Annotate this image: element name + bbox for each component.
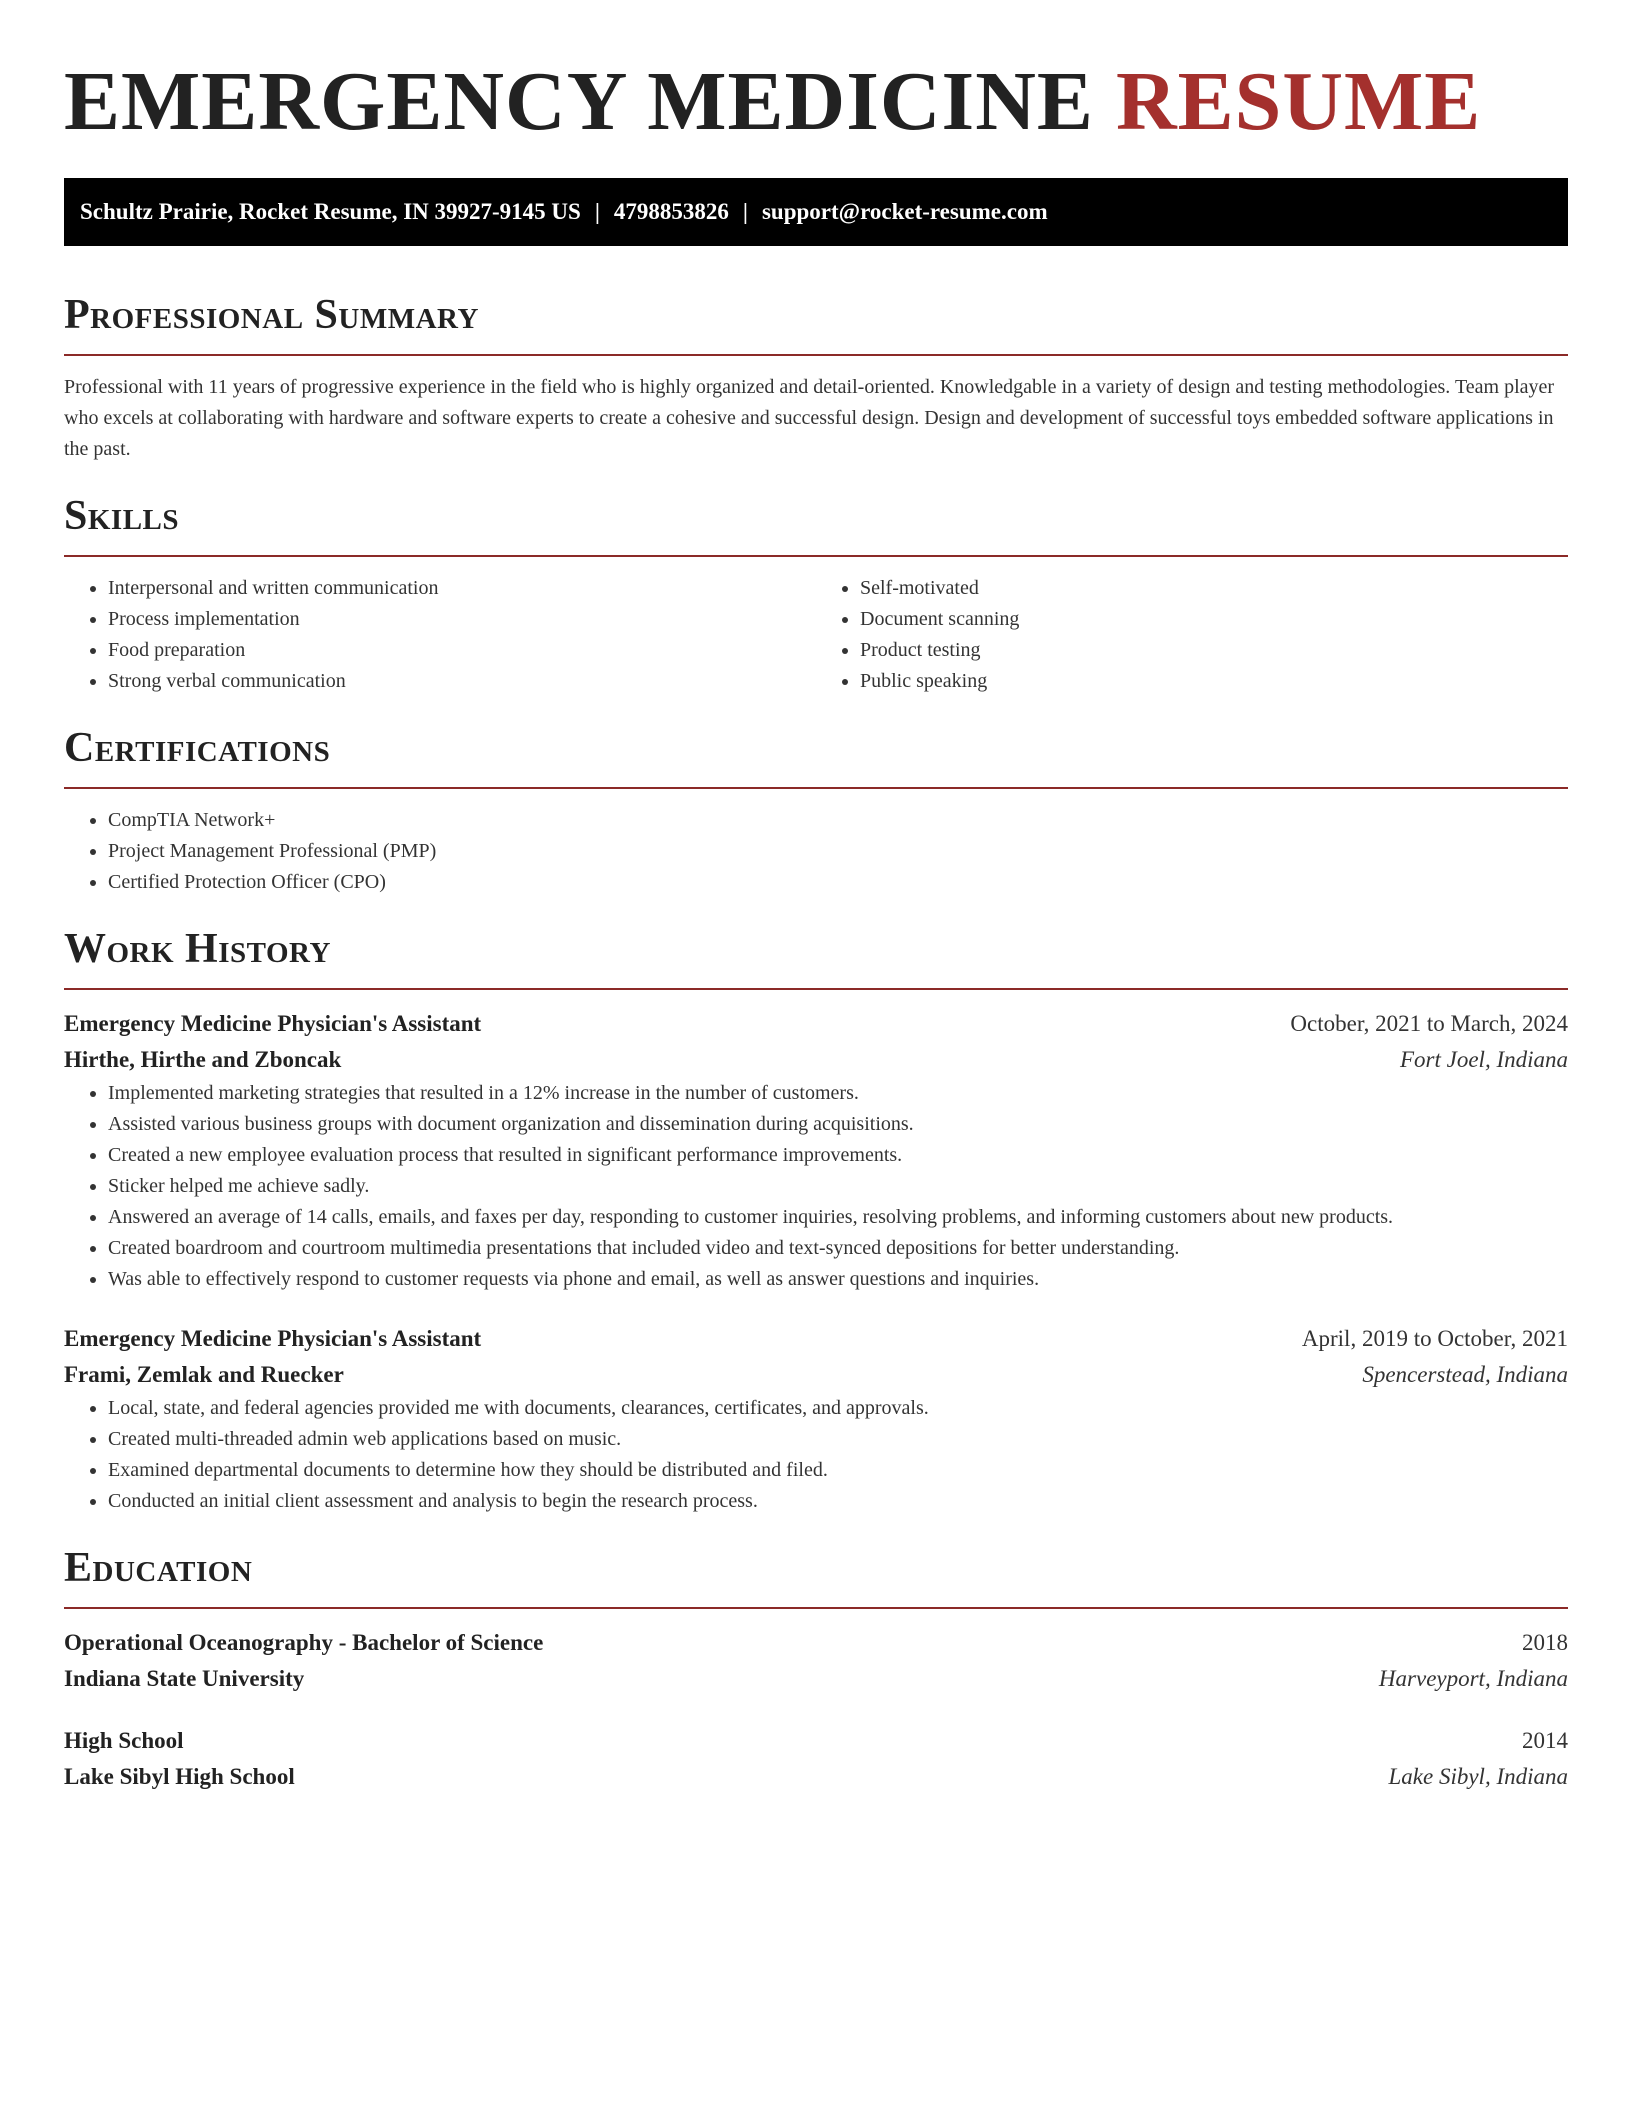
skills-section bbox=[64, 491, 1568, 697]
job-bullet: • Created boardroom and courtroom multimedia presentations that included video and text-synced depositions for better understanding. bbox=[108, 1233, 1568, 1264]
section-heading: Professional Summary bbox=[64, 292, 479, 338]
skill-item: • Document scanning bbox=[860, 604, 1568, 635]
contact-separator: | bbox=[594, 199, 600, 224]
education-degree: Operational Oceanography - Bachelor of Science bbox=[64, 1630, 544, 1655]
job-bullet: • Was able to effectively respond to customer requests via phone and email, as well as answer questions and inquiries. bbox=[108, 1264, 1568, 1295]
contact-separator: | bbox=[742, 199, 748, 224]
job-bullet: • Created multi-threaded admin web applications based on music. bbox=[108, 1424, 1568, 1455]
job-bullet: • Local, state, and federal agencies provided me with documents, clearances, certificates, and approvals. bbox=[108, 1393, 1568, 1424]
certification-item: • Project Management Professional (PMP) bbox=[108, 836, 1568, 867]
education-location: Lake Sibyl, Indiana bbox=[1388, 1764, 1568, 1789]
section-divider bbox=[64, 1607, 1568, 1609]
job-location: Spencerstead, Indiana bbox=[1362, 1362, 1568, 1387]
education-entry bbox=[64, 1723, 1568, 1795]
job-entry bbox=[64, 1321, 1568, 1517]
job-company: Hirthe, Hirthe and Zboncak bbox=[64, 1047, 342, 1072]
skill-item: • Interpersonal and written communication bbox=[108, 573, 816, 604]
summary-text: Professional with 11 years of progressive experience in the field who is highly organized and detail-oriented. Knowledgable in a variety of design and testing methodologies. Team player who excels at collaborating with hardware and software experts to create a cohesive and successful design. Design and development of successful toys embedded software applications in the past. bbox=[64, 376, 1555, 460]
skill-item: • Food preparation bbox=[108, 635, 816, 666]
skills-columns bbox=[64, 573, 1568, 697]
education-section bbox=[64, 1543, 1568, 1795]
education-location: Harveyport, Indiana bbox=[1378, 1666, 1568, 1691]
job-title-row bbox=[64, 1006, 1568, 1042]
contact-address: Schultz Prairie, Rocket Resume, IN 39927-9145 US bbox=[80, 199, 581, 224]
job-title-row bbox=[64, 1321, 1568, 1357]
job-location: Fort Joel, Indiana bbox=[1400, 1047, 1568, 1072]
education-entry bbox=[64, 1625, 1568, 1697]
job-title: Emergency Medicine Physician's Assistant bbox=[64, 1326, 482, 1351]
education-year: 2018 bbox=[1522, 1630, 1568, 1655]
job-company-row bbox=[64, 1357, 1568, 1393]
section-divider bbox=[64, 988, 1568, 990]
work-history-section bbox=[64, 924, 1568, 1517]
section-divider bbox=[64, 787, 1568, 789]
education-year: 2014 bbox=[1522, 1728, 1568, 1753]
section-heading: Skills bbox=[64, 493, 180, 539]
job-bullet: • Implemented marketing strategies that resulted in a 12% increase in the number of customers. bbox=[108, 1078, 1568, 1109]
skill-item: • Public speaking bbox=[860, 666, 1568, 697]
education-school: Lake Sibyl High School bbox=[64, 1764, 295, 1789]
education-degree-row bbox=[64, 1625, 1568, 1661]
skills-list-right bbox=[816, 573, 1568, 697]
job-bullet: • Conducted an initial client assessment and analysis to begin the research process. bbox=[108, 1486, 1568, 1517]
skill-item: • Product testing bbox=[860, 635, 1568, 666]
skill-item: • Strong verbal communication bbox=[108, 666, 816, 697]
section-divider bbox=[64, 555, 1568, 557]
job-company: Frami, Zemlak and Ruecker bbox=[64, 1362, 344, 1387]
skills-list-left bbox=[64, 573, 816, 697]
skill-item: • Process implementation bbox=[108, 604, 816, 635]
contact-bar bbox=[64, 178, 1568, 246]
job-title: Emergency Medicine Physician's Assistant bbox=[64, 1011, 482, 1036]
contact-phone[interactable]: 4798853826 bbox=[613, 199, 729, 224]
entry-spacer bbox=[64, 1295, 1568, 1321]
job-bullet: • Sticker helped me achieve sadly. bbox=[108, 1171, 1568, 1202]
entry-spacer bbox=[64, 1697, 1568, 1723]
education-school-row bbox=[64, 1661, 1568, 1697]
section-heading: Work History bbox=[64, 926, 331, 972]
section-heading: Education bbox=[64, 1545, 253, 1591]
title-main: EMERGENCY MEDICINE bbox=[64, 55, 1094, 148]
certification-item: • Certified Protection Officer (CPO) bbox=[108, 867, 1568, 898]
job-bullets bbox=[64, 1078, 1568, 1295]
job-company-row bbox=[64, 1042, 1568, 1078]
job-bullet: • Answered an average of 14 calls, emails, and faxes per day, responding to customer inquiries, resolving problems, and informing customers about new products. bbox=[108, 1202, 1568, 1233]
job-bullets bbox=[64, 1393, 1568, 1517]
job-entry bbox=[64, 1006, 1568, 1295]
certifications-list bbox=[64, 805, 1568, 898]
certification-item: • CompTIA Network+ bbox=[108, 805, 1568, 836]
job-bullet: • Examined departmental documents to determine how they should be distributed and filed. bbox=[108, 1455, 1568, 1486]
job-bullet: • Created a new employee evaluation process that resulted in significant performance improvements. bbox=[108, 1140, 1568, 1171]
summary-section bbox=[64, 290, 1568, 465]
education-degree: High School bbox=[64, 1728, 184, 1753]
education-school-row bbox=[64, 1759, 1568, 1795]
education-school: Indiana State University bbox=[64, 1666, 305, 1691]
resume-title bbox=[64, 56, 1568, 148]
section-divider bbox=[64, 354, 1568, 356]
certifications-section bbox=[64, 723, 1568, 898]
section-heading: Certifications bbox=[64, 725, 331, 771]
contact-email[interactable]: support@rocket-resume.com bbox=[761, 199, 1048, 224]
job-dates: April, 2019 to October, 2021 bbox=[1301, 1326, 1568, 1351]
title-accent: RESUME bbox=[1115, 55, 1482, 148]
skill-item: • Self-motivated bbox=[860, 573, 1568, 604]
education-degree-row bbox=[64, 1723, 1568, 1759]
job-bullet: • Assisted various business groups with document organization and dissemination during acquisitions. bbox=[108, 1109, 1568, 1140]
job-dates: October, 2021 to March, 2024 bbox=[1290, 1011, 1568, 1036]
